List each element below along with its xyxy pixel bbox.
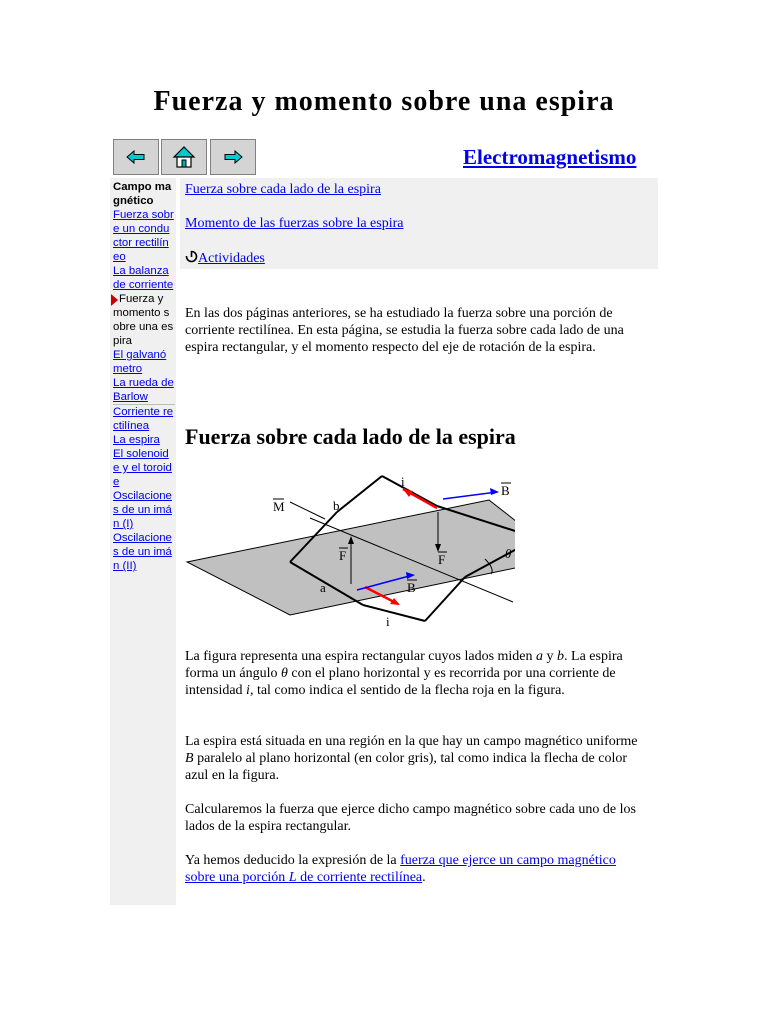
toc-link-fuerza[interactable]: Fuerza sobre cada lado de la espira [185, 182, 381, 197]
home-button[interactable] [161, 139, 207, 175]
sidebar-link-fuerza-conductor[interactable]: Fuerza sobre un conductor rectilíneo [113, 209, 174, 263]
sidebar-link-galvanometro[interactable]: El galvanómetro [113, 349, 167, 375]
label-theta: θ [505, 546, 512, 561]
paragraph-figure-description: La figura representa una espira rectangular cuyos lados miden a y b. La espira forma un ángulo θ con el plano horizontal y es recorrida por una corriente de intensidad i, tal como indica el sentido de la flecha roja en la figura. [185, 649, 623, 698]
field-arrowhead-top [490, 488, 499, 495]
activity-icon [185, 250, 198, 263]
page-title: Fuerza y momento sobre una espira [153, 86, 615, 117]
paragraph-calculation: Calcularemos la fuerza que ejerce dicho campo magnético sobre cada uno de los lados de la espira rectangular. [185, 802, 636, 834]
label-i-top: i [401, 474, 405, 489]
label-B-top: B [501, 483, 510, 498]
site-home-link[interactable]: Electromagnetismo [463, 145, 637, 169]
sidebar-link-solenoide[interactable]: El solenoide y el toroide [113, 448, 172, 488]
sidebar-link-oscilaciones-1[interactable]: Oscilaciones de un imán (I) [113, 490, 172, 530]
label-F-right: F [438, 552, 446, 567]
toc-link-momento[interactable]: Momento de las fuerzas sobre la espira [185, 216, 404, 231]
intro-paragraph: En las dos páginas anteriores, se ha estudiado la fuerza sobre una porción de corriente rectilínea. En esta página, se estudia la fuerza sobre cada lado de una espira rectangular, y el momento respecto del eje de rotación de la espira. [185, 306, 624, 355]
arrow-left-icon [126, 150, 146, 164]
toc-link-actividades[interactable]: Actividades [198, 251, 265, 266]
sidebar [110, 178, 176, 905]
sidebar-current-item [113, 292, 175, 348]
table-of-contents [180, 178, 658, 269]
loop-side-left-top [337, 476, 382, 512]
paragraph-magnetic-field: La espira está situada en una región en la que hay un campo magnético uniforme B paralelo al plano horizontal (en color gris), tal como indica la flecha de color azul en la figura. [185, 734, 638, 783]
arrow-right-icon [223, 150, 243, 164]
home-icon [172, 145, 196, 169]
loop-figure [185, 474, 515, 634]
loop-side-lower [363, 605, 425, 621]
sidebar-header: Campo magnético [113, 181, 172, 207]
current-page-marker-icon [111, 294, 118, 306]
label-b: b [333, 498, 340, 513]
label-F-left: F [339, 548, 347, 563]
sidebar-link-barlow[interactable]: La rueda de Barlow [113, 377, 174, 403]
moment-direction-line [290, 502, 325, 519]
force-reference-link[interactable]: fuerza que ejerce un campo magnético sobre una porción L de corriente rectilínea [185, 853, 616, 885]
previous-button[interactable] [113, 139, 159, 175]
sidebar-link-espira[interactable]: La espira [113, 434, 160, 446]
field-arrow-top [443, 492, 497, 499]
sidebar-link-oscilaciones-2[interactable]: Oscilaciones de un imán (II) [113, 532, 172, 572]
sidebar-link-corriente[interactable]: Corriente rectilínea [113, 406, 174, 432]
section-heading: Fuerza sobre cada lado de la espira [185, 424, 516, 449]
label-B-bottom: B [407, 580, 416, 595]
paragraph-reference: Ya hemos deducido la expresión de la fuerza que ejerce un campo magnético sobre una porción L de corriente rectilínea. [185, 853, 616, 885]
label-M: M [273, 499, 285, 514]
sidebar-link-balanza[interactable]: La balanza de corriente [113, 265, 174, 291]
label-i-bottom: i [386, 614, 390, 629]
sidebar-current-label: Fuerza y momento sobre una espira [113, 293, 174, 347]
label-a: a [320, 580, 326, 595]
current-arrowhead-top [403, 489, 413, 497]
next-button[interactable] [210, 139, 256, 175]
